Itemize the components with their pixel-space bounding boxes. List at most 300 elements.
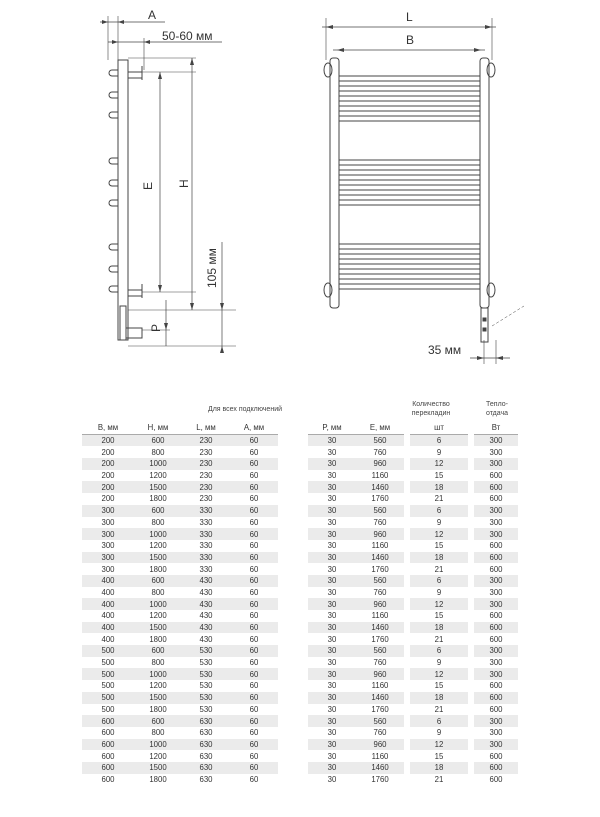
table-cell: 300 [489, 658, 503, 668]
table-cell: 1760 [371, 634, 389, 644]
table-row [82, 727, 518, 739]
table-row [82, 645, 518, 657]
col-heat: Вт [474, 422, 518, 434]
table-cell: 600 [474, 622, 518, 634]
table-cell: 1500 [134, 552, 182, 564]
table-cell: 300 [82, 528, 134, 540]
table-cell: 30 [327, 728, 337, 738]
table-cell: 30 [308, 645, 356, 657]
table-cell: 30 [327, 751, 337, 761]
table-cell: 300 [489, 517, 503, 527]
table-cell: 330 [182, 552, 230, 564]
table-cell: 300 [489, 587, 503, 597]
table-cell: 760 [373, 728, 387, 738]
table-cell: 60 [249, 611, 259, 621]
col-l: L, мм [182, 422, 230, 434]
table-cell: 230 [182, 434, 230, 446]
dim-h-label: H [177, 179, 191, 188]
table-cell: 1200 [149, 541, 167, 551]
table-cell: 230 [199, 494, 213, 504]
table-cell: 1160 [371, 751, 389, 761]
col-h: H, мм [134, 422, 182, 434]
table-cell: 430 [182, 598, 230, 610]
table-cell: 9 [436, 728, 442, 738]
table-cell: 60 [230, 575, 278, 587]
table-cell: 1760 [371, 704, 389, 714]
table-cell: 1500 [134, 481, 182, 493]
column-gap [278, 575, 308, 587]
table-cell: 1760 [371, 564, 389, 574]
column-gap [278, 610, 308, 622]
table-cell: 30 [327, 494, 337, 504]
table-cell: 9 [436, 658, 442, 668]
table-row [82, 715, 518, 727]
table-cell: 200 [101, 494, 115, 504]
table-cell: 300 [474, 739, 518, 751]
table-cell: 630 [182, 715, 230, 727]
table-cell: 400 [101, 587, 115, 597]
table-cell: 21 [434, 494, 444, 504]
table-cell: 60 [249, 728, 259, 738]
table-cell: 30 [308, 715, 356, 727]
table-cell: 60 [230, 458, 278, 470]
table-cell: 1000 [134, 739, 182, 751]
table-cell: 30 [308, 668, 356, 680]
table-cell: 60 [230, 481, 278, 493]
table-cell: 60 [230, 692, 278, 704]
table-cell: 600 [134, 575, 182, 587]
table-row [82, 493, 518, 505]
table-cell: 1460 [356, 552, 404, 564]
table-cell: 60 [230, 715, 278, 727]
col-count: шт [410, 422, 468, 434]
dim-b-label: B [406, 33, 415, 47]
table-cell: 400 [82, 622, 134, 634]
table-cell: 600 [474, 692, 518, 704]
table-row [82, 739, 518, 751]
table-cell: 1460 [356, 622, 404, 634]
table-cell: 600 [489, 471, 503, 481]
table-cell: 1000 [134, 598, 182, 610]
table-cell: 230 [199, 471, 213, 481]
table-cell: 60 [249, 751, 259, 761]
table-cell: 30 [327, 774, 337, 784]
table-cell: 60 [249, 564, 259, 574]
table-cell: 18 [410, 622, 468, 634]
column-gap [278, 762, 308, 774]
table-row [82, 505, 518, 517]
table-cell: 30 [327, 447, 337, 457]
table-cell: 400 [82, 575, 134, 587]
table-cell: 600 [101, 751, 115, 761]
table-row [82, 750, 518, 762]
table-cell: 760 [373, 658, 387, 668]
table-cell: 1000 [134, 458, 182, 470]
table-header-row [82, 422, 518, 434]
table-cell: 30 [327, 471, 337, 481]
table-cell: 30 [327, 564, 337, 574]
table-row [82, 458, 518, 470]
table-cell: 300 [474, 458, 518, 470]
column-gap [278, 750, 308, 762]
table-row [82, 563, 518, 575]
column-gap [278, 434, 308, 446]
column-gap [278, 540, 308, 552]
table-cell: 530 [182, 668, 230, 680]
table-cell: 500 [101, 681, 115, 691]
table-cell: 30 [308, 552, 356, 564]
table-cell: 600 [489, 611, 503, 621]
table-cell: 600 [101, 774, 115, 784]
column-gap [278, 587, 308, 599]
table-cell: 15 [434, 751, 444, 761]
table-cell: 760 [373, 587, 387, 597]
table-row [82, 540, 518, 552]
table-cell: 300 [474, 505, 518, 517]
table-cell: 330 [182, 505, 230, 517]
table-cell: 300 [101, 517, 115, 527]
table-cell: 230 [182, 458, 230, 470]
table-cell: 1500 [134, 692, 182, 704]
table-cell: 600 [82, 715, 134, 727]
column-gap [278, 715, 308, 727]
table-cell: 1500 [134, 622, 182, 634]
table-cell: 400 [101, 634, 115, 644]
table-cell: 30 [327, 658, 337, 668]
table-cell: 30 [308, 505, 356, 517]
table-cell: 530 [182, 692, 230, 704]
table-cell: 600 [489, 494, 503, 504]
table-cell: 300 [474, 598, 518, 610]
table-cell: 60 [230, 762, 278, 774]
table-cell: 1160 [371, 541, 389, 551]
table-cell: 30 [308, 481, 356, 493]
table-cell: 400 [101, 611, 115, 621]
table-cell: 530 [199, 704, 213, 714]
table-cell: 330 [182, 528, 230, 540]
table-cell: 300 [474, 575, 518, 587]
column-gap [278, 598, 308, 610]
table-cell: 300 [474, 668, 518, 680]
table-cell: 1000 [134, 668, 182, 680]
table-cell: 300 [474, 528, 518, 540]
table-cell: 9 [436, 447, 442, 457]
table-cell: 1800 [149, 774, 167, 784]
table-row [82, 622, 518, 634]
table-cell: 1800 [149, 494, 167, 504]
table-cell: 960 [356, 739, 404, 751]
table-cell: 1460 [356, 692, 404, 704]
table-cell: 300 [489, 728, 503, 738]
col-b: B, мм [82, 422, 134, 434]
table-cell: 600 [489, 751, 503, 761]
table-cell: 600 [134, 715, 182, 727]
table-cell: 21 [434, 634, 444, 644]
front-view [322, 18, 524, 364]
table-cell: 600 [489, 681, 503, 691]
table-row [82, 680, 518, 692]
table-cell: 330 [199, 517, 213, 527]
table-cell: 560 [356, 505, 404, 517]
table-cell: 960 [356, 668, 404, 680]
table-cell: 630 [182, 739, 230, 751]
table-cell: 960 [356, 458, 404, 470]
dim-mount-gap-label: 50-60 мм [162, 29, 213, 43]
table-cell: 1760 [371, 494, 389, 504]
table-cell: 500 [101, 658, 115, 668]
table-cell: 30 [308, 528, 356, 540]
column-gap [278, 458, 308, 470]
column-gap [278, 774, 308, 786]
table-cell: 30 [308, 622, 356, 634]
table-row [82, 762, 518, 774]
column-gap [278, 657, 308, 669]
column-gap [278, 505, 308, 517]
table-cell: 430 [199, 634, 213, 644]
table-cell: 1000 [134, 528, 182, 540]
dim-l-label: L [406, 10, 413, 24]
table-cell: 1800 [149, 564, 167, 574]
column-gap [278, 622, 308, 634]
group-header: Для всех подключений [207, 406, 283, 413]
column-gap [278, 552, 308, 564]
table-cell: 12 [410, 598, 468, 610]
table-row [82, 434, 518, 446]
table-cell: 21 [434, 704, 444, 714]
table-cell: 630 [182, 762, 230, 774]
table-cell: 960 [356, 598, 404, 610]
table-cell: 60 [230, 598, 278, 610]
table-cell: 1160 [371, 611, 389, 621]
table-cell: 15 [434, 471, 444, 481]
col-a: A, мм [230, 422, 278, 434]
table-row [82, 657, 518, 669]
col-e: E, мм [356, 422, 404, 434]
table-cell: 800 [151, 728, 165, 738]
table-cell: 800 [151, 658, 165, 668]
table-cell: 60 [230, 528, 278, 540]
table-cell: 18 [410, 481, 468, 493]
table-row [82, 552, 518, 564]
table-cell: 300 [101, 564, 115, 574]
table-cell: 500 [82, 645, 134, 657]
table-cell: 300 [474, 434, 518, 446]
table-row [82, 446, 518, 458]
table-cell: 30 [327, 517, 337, 527]
table-cell: 600 [134, 505, 182, 517]
column-gap [278, 528, 308, 540]
table-row [82, 470, 518, 482]
table-cell: 430 [182, 575, 230, 587]
table-cell: 560 [356, 575, 404, 587]
table-cell: 30 [308, 598, 356, 610]
table-cell: 600 [489, 704, 503, 714]
table-row [82, 598, 518, 610]
table-cell: 60 [230, 434, 278, 446]
table-cell: 6 [410, 575, 468, 587]
table-cell: 600 [474, 552, 518, 564]
column-gap [278, 563, 308, 575]
dim-35-label: 35 мм [428, 343, 462, 357]
column-gap [278, 633, 308, 645]
table-cell: 430 [199, 611, 213, 621]
table-cell: 1200 [149, 471, 167, 481]
table-cell: 18 [410, 762, 468, 774]
table-cell: 1160 [371, 681, 389, 691]
table-row [82, 668, 518, 680]
table-cell: 30 [327, 704, 337, 714]
heat-output-header: Тепло- отдача [485, 401, 509, 417]
table-cell: 60 [230, 505, 278, 517]
table-cell: 21 [434, 564, 444, 574]
table-cell: 9 [436, 587, 442, 597]
table-cell: 500 [82, 668, 134, 680]
table-cell: 12 [410, 739, 468, 751]
table-cell: 60 [249, 634, 259, 644]
table-cell: 1200 [149, 751, 167, 761]
table-cell: 530 [182, 645, 230, 657]
table-cell: 800 [151, 587, 165, 597]
side-view [100, 16, 236, 353]
table-cell: 560 [356, 715, 404, 727]
table-cell: 800 [151, 447, 165, 457]
table-cell: 60 [230, 552, 278, 564]
table-cell: 400 [82, 598, 134, 610]
table-cell: 12 [410, 668, 468, 680]
table-cell: 200 [82, 458, 134, 470]
table-cell: 1800 [149, 704, 167, 714]
col-p: P, мм [308, 422, 356, 434]
column-gap [278, 704, 308, 716]
table-cell: 500 [101, 704, 115, 714]
table-cell: 60 [230, 622, 278, 634]
table-cell: 600 [134, 645, 182, 657]
table-cell: 200 [101, 447, 115, 457]
table-cell: 60 [249, 517, 259, 527]
table-cell: 1760 [371, 774, 389, 784]
table-cell: 60 [230, 645, 278, 657]
table-cell: 18 [410, 552, 468, 564]
table-cell: 530 [199, 658, 213, 668]
table-cell: 230 [199, 447, 213, 457]
table-cell: 300 [489, 447, 503, 457]
dim-p-label: P [149, 323, 163, 332]
table-cell: 30 [308, 739, 356, 751]
table-cell: 630 [199, 774, 213, 784]
table-cell: 15 [434, 611, 444, 621]
table-row [82, 587, 518, 599]
table-cell: 1160 [371, 471, 389, 481]
table-cell: 60 [249, 587, 259, 597]
table-cell: 600 [101, 728, 115, 738]
table-cell: 560 [356, 645, 404, 657]
column-gap [278, 422, 308, 434]
table-cell: 200 [82, 434, 134, 446]
table-cell: 300 [474, 715, 518, 727]
table-cell: 600 [489, 634, 503, 644]
table-cell: 60 [249, 471, 259, 481]
column-gap [278, 680, 308, 692]
table-cell: 300 [101, 541, 115, 551]
spec-table-body [82, 434, 518, 785]
table-cell: 1800 [149, 634, 167, 644]
table-cell: 12 [410, 458, 468, 470]
column-gap [278, 470, 308, 482]
table-cell: 30 [327, 611, 337, 621]
table-cell: 60 [249, 541, 259, 551]
column-gap [278, 493, 308, 505]
table-cell: 9 [436, 517, 442, 527]
table-cell: 60 [249, 774, 259, 784]
table-cell: 6 [410, 434, 468, 446]
table-cell: 330 [199, 541, 213, 551]
table-cell: 60 [230, 668, 278, 680]
table-cell: 500 [82, 692, 134, 704]
table-row [82, 517, 518, 529]
table-cell: 30 [308, 575, 356, 587]
table-cell: 800 [151, 517, 165, 527]
table-cell: 600 [489, 564, 503, 574]
table-cell: 30 [327, 681, 337, 691]
table-cell: 30 [327, 587, 337, 597]
table-row [82, 692, 518, 704]
table-cell: 600 [489, 541, 503, 551]
column-gap [278, 668, 308, 680]
table-cell: 15 [434, 681, 444, 691]
crossbars-header: Количество перекладин [411, 401, 451, 417]
table-cell: 630 [199, 728, 213, 738]
table-cell: 330 [199, 564, 213, 574]
column-gap [278, 692, 308, 704]
table-cell: 760 [373, 517, 387, 527]
table-row [82, 481, 518, 493]
column-gap [278, 645, 308, 657]
column-gap [278, 517, 308, 529]
technical-drawing [0, 0, 600, 400]
table-cell: 200 [101, 471, 115, 481]
table-cell: 30 [308, 458, 356, 470]
table-cell: 1500 [134, 762, 182, 774]
table-cell: 600 [134, 434, 182, 446]
table-row [82, 633, 518, 645]
table-row [82, 704, 518, 716]
table-cell: 30 [327, 541, 337, 551]
table-cell: 60 [249, 494, 259, 504]
table-cell: 760 [373, 447, 387, 457]
table-cell: 600 [82, 762, 134, 774]
table-cell: 6 [410, 645, 468, 657]
spec-table [82, 422, 518, 785]
table-cell: 1460 [356, 762, 404, 774]
table-row [82, 528, 518, 540]
table-cell: 1200 [149, 611, 167, 621]
table-cell: 300 [82, 552, 134, 564]
table-cell: 630 [199, 751, 213, 761]
table-cell: 15 [434, 541, 444, 551]
table-cell: 600 [474, 481, 518, 493]
table-cell: 600 [474, 762, 518, 774]
table-row [82, 575, 518, 587]
column-gap [278, 481, 308, 493]
table-cell: 430 [199, 587, 213, 597]
table-cell: 560 [356, 434, 404, 446]
table-cell: 300 [474, 645, 518, 657]
table-cell: 60 [249, 658, 259, 668]
table-cell: 6 [410, 505, 468, 517]
table-cell: 1460 [356, 481, 404, 493]
table-cell: 600 [489, 774, 503, 784]
table-cell: 200 [82, 481, 134, 493]
